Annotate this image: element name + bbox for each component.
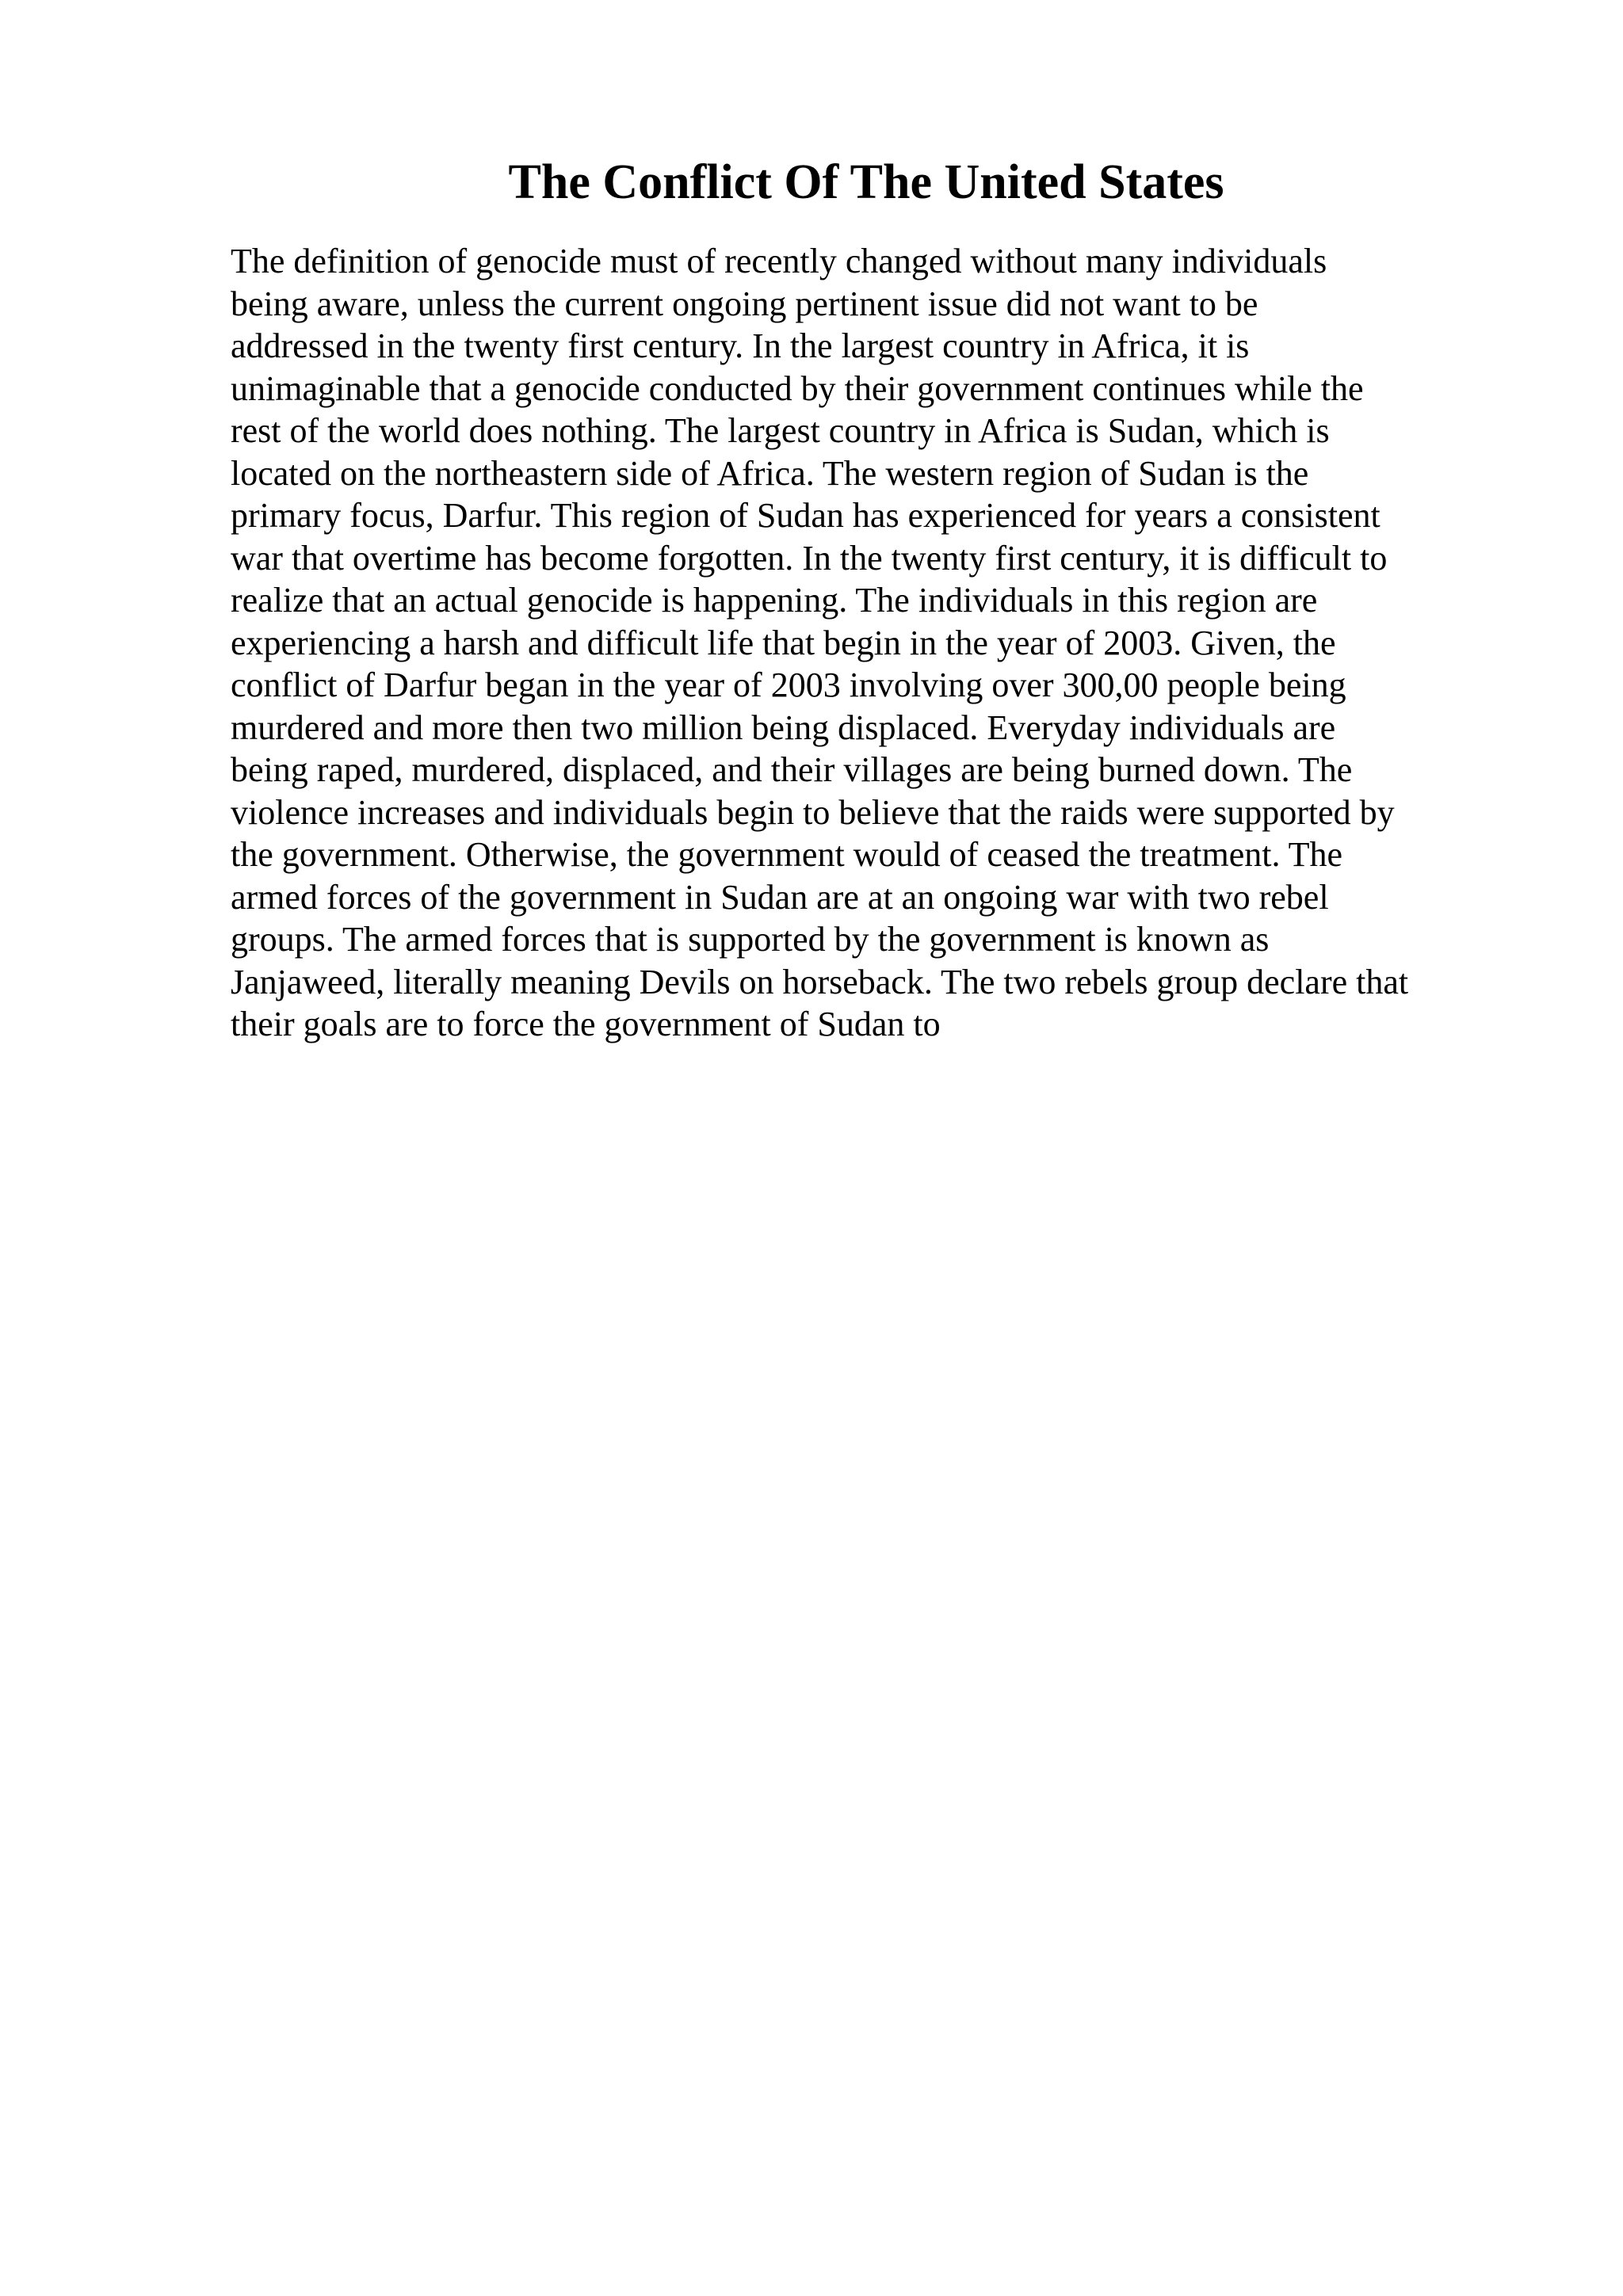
body-line: being aware, unless the current ongoing pertinent issue did not want to be	[231, 284, 1258, 323]
body-line: violence increases and individuals begin to believe that the raids were supported by	[231, 792, 1395, 832]
body-line: being raped, murdered, displaced, and their villages are being burned down. The	[231, 750, 1353, 789]
body-line: located on the northeastern side of Africa. The western region of Sudan is the	[231, 453, 1309, 493]
body-line: realize that an actual genocide is happening. The individuals in this region are	[231, 581, 1318, 620]
body-line: war that overtime has become forgotten. In the twenty first century, it is difficult to	[231, 538, 1388, 578]
body-line: armed forces of the government in Sudan are at an ongoing war with two rebel	[231, 877, 1329, 917]
body-line: experiencing a harsh and difficult life that begin in the year of 2003. Given, the	[231, 623, 1336, 662]
body-line: groups. The armed forces that is supported by the government is known as	[231, 920, 1270, 959]
body-line: primary focus, Darfur. This region of Sudan has experienced for years a consistent	[231, 496, 1381, 535]
body-line: unimaginable that a genocide conducted by their government continues while the	[231, 368, 1364, 408]
body-line: Janjaweed, literally meaning Devils on horseback. The two rebels group declare that	[231, 962, 1409, 1001]
body-line: their goals are to force the government of Sudan to	[231, 1005, 941, 1043]
body-line: rest of the world does nothing. The largest country in Africa is Sudan, which is	[231, 411, 1330, 450]
document-title: The Conflict Of The United States	[508, 155, 1224, 209]
body-line: conflict of Darfur began in the year of 2003 involving over 300,00 people being	[231, 666, 1346, 704]
body-line: the government. Otherwise, the government would of ceased the treatment. The	[231, 835, 1343, 874]
body-line: addressed in the twenty first century. In the largest country in Africa, it is	[231, 326, 1250, 365]
body-line: murdered and more then two million being displaced. Everyday individuals are	[231, 707, 1336, 747]
body-line: The definition of genocide must of recently changed without many individuals	[231, 242, 1327, 280]
document-body	[231, 240, 1514, 1046]
